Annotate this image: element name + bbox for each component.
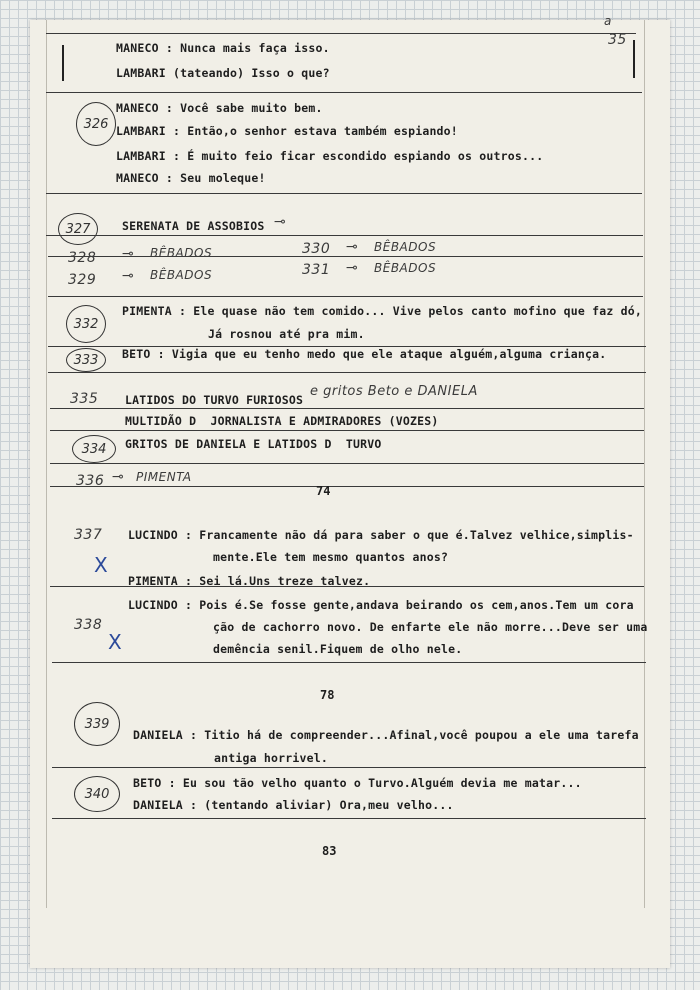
- scene-number-circle: 332: [66, 305, 106, 343]
- scene-number-circle: 334: [72, 435, 116, 463]
- rule: [46, 92, 642, 93]
- dialogue-line: MANECO : Você sabe muito bem.: [116, 101, 323, 115]
- rule: [48, 372, 646, 373]
- dialogue-line: LAMBARI : É muito feio ficar escondido espiando os outros...: [116, 149, 544, 163]
- arrow-mark: ⊸: [346, 239, 359, 255]
- dialogue-line: mente.Ele tem mesmo quantos anos?: [213, 550, 449, 564]
- dialogue-line: Já rosnou até pra mim.: [208, 327, 365, 341]
- dialogue-line: antiga horrivel.: [214, 751, 328, 765]
- handwritten-note: BÊBADOS: [374, 240, 437, 254]
- scene-number-circle: 340: [74, 776, 120, 812]
- dialogue-line: PIMENTA : Sei lá.Uns treze talvez.: [128, 574, 371, 588]
- handwritten-note: BÊBADOS: [150, 246, 213, 260]
- margin-number: 329: [68, 272, 97, 288]
- arrow-mark: ⊸: [274, 214, 287, 230]
- cue-line: SERENATA DE ASSOBIOS: [122, 219, 265, 233]
- rule: [48, 296, 643, 297]
- margin-number: 330: [302, 241, 331, 257]
- dialogue-line: PIMENTA : Ele quase não tem comido... Vive pelos canto mofino que faz dó,: [122, 304, 643, 318]
- dialogue-line: LAMBARI (tateando) Isso o que?: [116, 66, 330, 80]
- rule: [52, 818, 646, 819]
- margin-number: 337: [74, 527, 103, 543]
- margin-bar-left: [62, 45, 64, 81]
- dialogue-line: MANECO : Seu moleque!: [116, 171, 266, 185]
- dialogue-line: LUCINDO : Pois é.Se fosse gente,andava beirando os cem,anos.Tem um cora: [128, 598, 634, 612]
- rule: [48, 256, 643, 257]
- margin-number: 331: [302, 262, 331, 278]
- handwritten-note: BÊBADOS: [150, 268, 213, 282]
- rule: [46, 193, 642, 194]
- dialogue-line: DANIELA : (tentando aliviar) Ora,meu velho...: [133, 798, 454, 812]
- arrow-mark: ⊸: [122, 268, 135, 284]
- arrow-mark: ⊸: [112, 469, 125, 485]
- arrow-mark: ⊸: [122, 246, 135, 262]
- dialogue-line: BETO : Eu sou tão velho quanto o Turvo.Alguém devia me matar...: [133, 776, 582, 790]
- rule: [46, 33, 636, 34]
- page-number: 78: [320, 688, 335, 702]
- dialogue-line: demência senil.Fiquem de olho nele.: [213, 642, 463, 656]
- handwritten-note: PIMENTA: [136, 470, 192, 484]
- cross-mark: X: [94, 553, 108, 577]
- margin-number: 338: [74, 617, 103, 633]
- dialogue-line: DANIELA : Titio há de compreender...Afinal,você poupou a ele uma tarefa: [133, 728, 639, 742]
- page-number: 83: [322, 844, 337, 858]
- margin-bar-right: [633, 40, 635, 78]
- rule: [50, 408, 644, 409]
- scene-number-circle: 339: [74, 702, 120, 746]
- handwritten-note: BÊBADOS: [374, 261, 437, 275]
- margin-number: 328: [68, 250, 97, 266]
- rule: [52, 767, 646, 768]
- dialogue-line: LAMBARI : Então,o senhor estava também espiando!: [116, 124, 458, 138]
- cue-line: LATIDOS DO TURVO FURIOSOS: [125, 393, 304, 407]
- corner-mark: a: [604, 14, 612, 28]
- rule: [50, 430, 644, 431]
- handwritten-note: e gritos Beto e DANIELA: [310, 384, 478, 399]
- script-page: [30, 14, 670, 968]
- scene-number-circle: 326: [76, 102, 116, 146]
- cue-line: GRITOS DE DANIELA E LATIDOS D TURVO: [125, 437, 382, 451]
- dialogue-line: MANECO : Nunca mais faça isso.: [116, 41, 330, 55]
- dialogue-line: ção de cachorro novo. De enfarte ele não morre...Deve ser uma: [213, 620, 648, 634]
- arrow-mark: ⊸: [346, 260, 359, 276]
- rule: [52, 662, 646, 663]
- scene-number-circle: 333: [66, 348, 106, 372]
- dialogue-line: LUCINDO : Francamente não dá para saber o que é.Talvez velhice,simplis-: [128, 528, 634, 542]
- page-number-handwritten: 35: [608, 32, 627, 48]
- cue-line: MULTIDÃO D JORNALISTA E ADMIRADORES (VOZES): [125, 414, 439, 428]
- cross-mark: X: [108, 630, 122, 654]
- rule: [50, 463, 644, 464]
- scene-number-circle: 327: [58, 213, 98, 245]
- rule: [46, 235, 643, 236]
- margin-number: 335: [70, 391, 99, 407]
- margin-number: 336: [76, 473, 105, 489]
- dialogue-line: BETO : Vigia que eu tenho medo que ele ataque alguém,alguma criança.: [122, 347, 607, 361]
- page-number: 74: [316, 484, 331, 498]
- rule: [50, 486, 644, 487]
